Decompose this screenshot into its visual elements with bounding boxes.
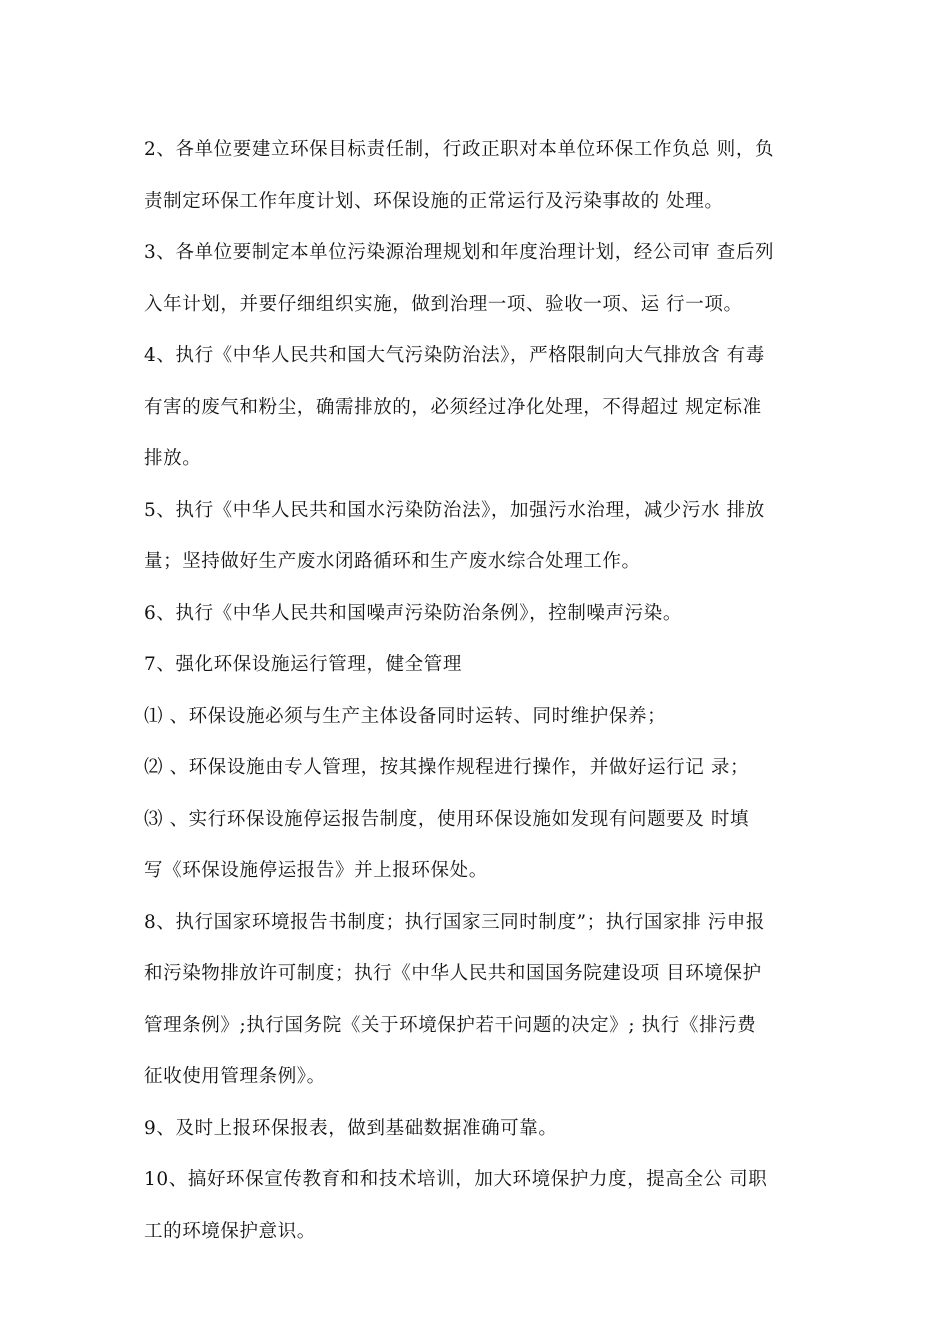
text-line: 入年计划，并要仔细组织实施，做到治理一项、验收一项、运 行一项。: [144, 293, 743, 315]
text-line: 和污染物排放许可制度；执行《中华人民共和国国务院建设项 目环境保护: [144, 963, 762, 984]
sub-item-3: [144, 794, 834, 897]
paragraph-item-6: [144, 588, 834, 640]
document-page: [144, 124, 834, 1257]
text-line: 9、及时上报环保报表，做到基础数据准确可靠。: [144, 1117, 558, 1139]
text-line: ⑴ 、环保设施必须与生产主体设备同时运转、同时维护保养；: [144, 705, 667, 727]
text-line: 工的环境保护意识。: [144, 1220, 316, 1242]
text-line: 征收使用管理条例》。: [144, 1066, 326, 1087]
text-line: 责制定环保工作年度计划、环保设施的正常运行及污染事故的 处理。: [144, 190, 724, 212]
paragraph-item-7: [144, 639, 834, 691]
paragraph-item-5: [144, 485, 834, 588]
text-line: 量；坚持做好生产废水闭路循环和生产废水综合处理工作。: [144, 551, 641, 572]
paragraph-item-9: [144, 1103, 834, 1155]
text-line: 4、执行《中华人民共和国大气污染防治法》，严格限制向大气排放含 有毒: [144, 345, 765, 366]
text-line: 10、搞好环保宣传教育和和技术培训，加大环境保护力度，提高全公 司职: [144, 1169, 768, 1190]
text-line: ⑶ 、实行环保设施停运报告制度，使用环保设施如发现有问题要及 时填: [144, 808, 750, 830]
paragraph-item-8: [144, 897, 834, 1103]
text-line: 有害的废气和粉尘，确需排放的，必须经过净化处理，不得超过 规定标准: [144, 396, 762, 418]
text-line: 5、执行《中华人民共和国水污染防治法》，加强污水治理，减少污水 排放: [144, 499, 765, 521]
text-line: 2、各单位要建立环保目标责任制，行政正职对本单位环保工作负总 则，负: [144, 139, 775, 160]
text-line: 8、执行国家环境报告书制度；执行国家三同时制度”；执行国家排 污申报: [144, 911, 766, 933]
paragraph-item-10: [144, 1154, 834, 1257]
paragraph-item-4: [144, 330, 834, 485]
text-line: 写《环保设施停运报告》并上报环保处。: [144, 860, 488, 881]
sub-item-2: [144, 742, 834, 794]
text-line: 管理条例》;执行国务院《关于环境保护若干问题的决定》; 执行《排污费: [144, 1014, 757, 1036]
text-line: ⑵ 、环保设施由专人管理，按其操作规程进行操作，并做好运行记 录；: [144, 757, 750, 778]
text-line: 排放。: [144, 448, 202, 469]
text-line: 6、执行《中华人民共和国噪声污染防治条例》，控制噪声污染。: [144, 602, 682, 624]
text-line: 7、强化环保设施运行管理，健全管理: [144, 654, 462, 675]
paragraph-item-2: [144, 124, 834, 227]
paragraph-item-3: [144, 227, 834, 330]
sub-item-1: [144, 691, 834, 743]
text-line: 3、各单位要制定本单位污染源治理规划和年度治理计划，经公司审 查后列: [144, 242, 775, 263]
